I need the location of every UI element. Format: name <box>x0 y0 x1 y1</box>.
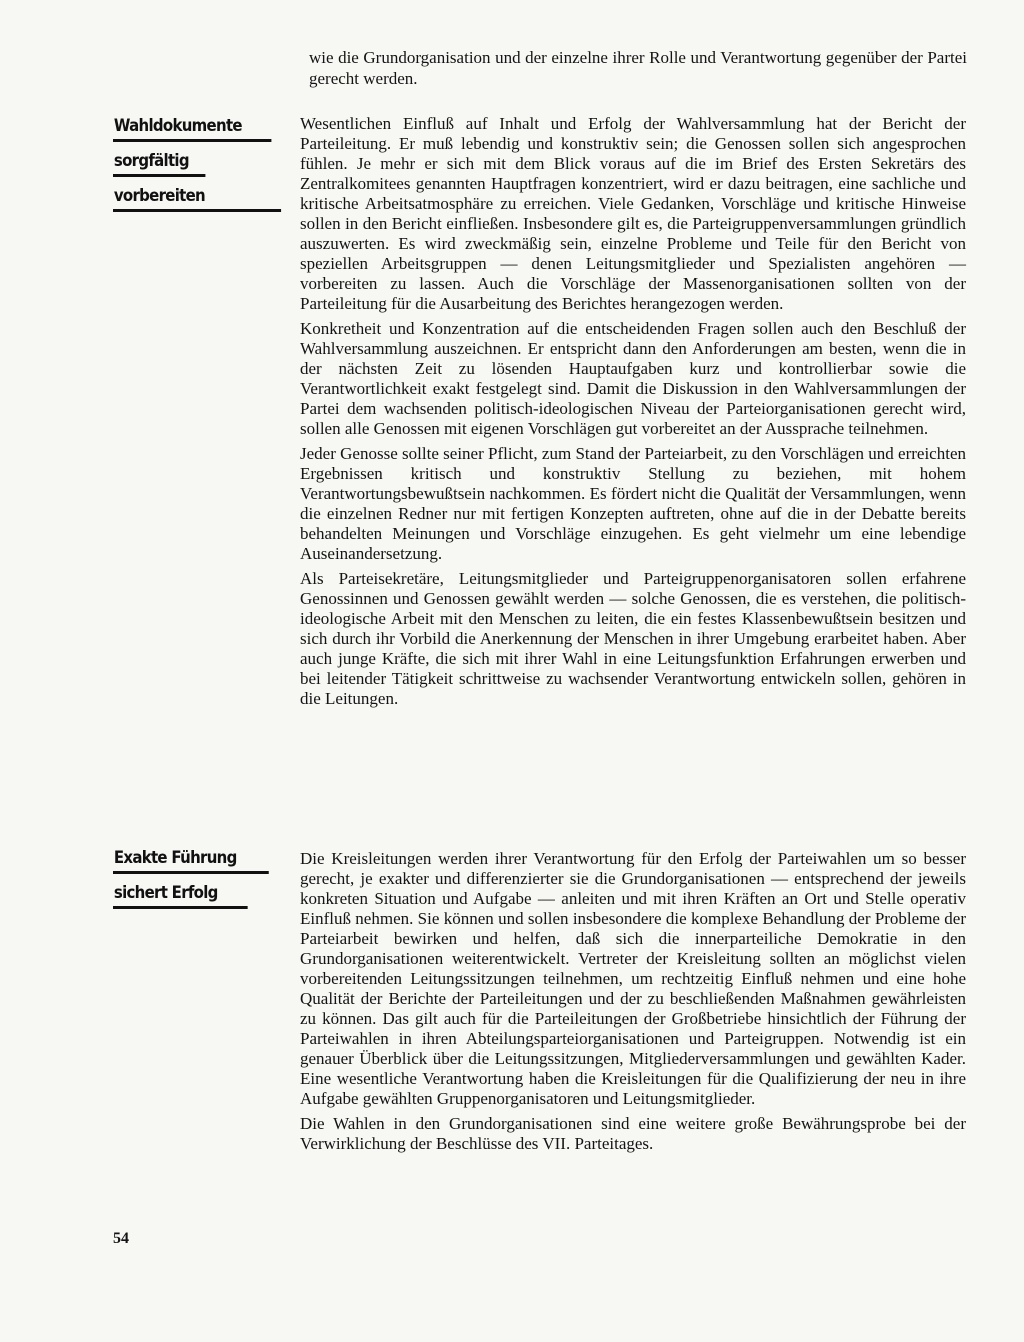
paragraph: Als Parteisekretäre, Leitungsmitglieder und Parteigruppenorganisatoren sollen erfahrene Genossinnen und Genossen gewählt werden — solche Genossen, die es verstehen, die politisch-ideologische Arbeit mit den Menschen zu leiten, die ein festes Klassenbewußtsein besitzen und sich durch ihr Vorbild die Anerkennung der Menschen in ihrer Umgebung erarbeitet haben. Aber auch junge Kräfte, die sich mit ihrer Wahl in eine Leitungsfunktion Erfahrungen erwerben und bei leitender Tätigkeit schrittweise zu wachsender Verantwortung entwickeln sollen, gehören in die Leitungen. <box>300 569 966 708</box>
heading-line: Wahldokumente <box>113 115 271 142</box>
section-heading-wahldokumente <box>113 115 281 220</box>
heading-line: vorbereiten <box>113 185 281 212</box>
paragraph: Die Kreisleitungen werden ihrer Verantwortung für den Erfolg der Parteiwahlen um so besser gerecht, je exakter und differenzierter sie die Grundorganisationen — entsprechend der jeweils konkreten Situation und Aufgabe — anleiten und mit ihren Kräften an Ort und Stelle operativ Einfluß nehmen. Sie können und sollen insbesondere die komplexe Behandlung der Probleme der Parteiarbeit bewirken und helfen, daß sich die innerparteiliche Demokratie in den Grundorganisationen weiterentwickelt. Vertreter der Kreisleitung sollten an möglichst vielen vorbereitenden Leitungssitzungen teilnehmen, um rechtzeitig Einfluß nehmen und eine hohe Qualität der Berichte der Parteileitungen und der zu beschließenden Maßnahmen gewährleisten zu können. Das gilt auch für die Parteileitungen der Großbetriebe hinsichtlich der Führung der Parteiwahlen in ihren Abteilungsparteiorganisationen und Parteigruppen. Notwendig ist ein genauer Überblick über die Leitungssitzungen, Mitgliederversammlungen und gewählten Kader. Eine wesentliche Verantwortung haben die Kreisleitungen für die Qualifizierung der neu in ihre Aufgabe gewählten Gruppenorganisatoren und Leitungsmitglieder. <box>300 849 966 1108</box>
intro-text: wie die Grundorganisation und der einzelne ihrer Rolle und Verantwortung gegenüber der Partei gerecht werden. <box>309 48 967 88</box>
section-body-exakte-fuehrung <box>300 849 966 1159</box>
paragraph: Jeder Genosse sollte seiner Pflicht, zum Stand der Parteiarbeit, zu den Vorschlägen und erreichten Ergebnissen kritisch und konstruktiv Stellung zu beziehen, mit hohem Verantwortungsbewußtsein nachkommen. Es fördert nicht die Qualität der Versammlungen, wenn die einzelnen Redner nur mit fertigen Konzepten auftreten, ohne auf die in der Debatte bereits behandelten Meinungen und Vorschläge einzugehen. Es geht vielmehr um eine lebendige Auseinandersetzung. <box>300 444 966 563</box>
page-number: 54 <box>113 1230 129 1247</box>
section-heading-exakte-fuehrung <box>113 847 269 917</box>
section-body-wahldokumente <box>300 114 966 714</box>
heading-line: Exakte Führung <box>113 847 269 874</box>
paragraph: Konkretheit und Konzentration auf die entscheidenden Fragen sollen auch den Beschluß der Wahlversammlung auszeichnen. Er entspricht dann den Anforderungen am besten, wenn die in der nächsten Zeit zu lösenden Hauptaufgaben kurz und kontrollierbar sowie die Verantwortlichkeit exakt festgelegt sind. Damit die Diskussion in den Wahlversammlungen der Partei dem wachsenden politisch-ideologischen Niveau der Parteiorganisationen gerecht wird, sollen alle Genossen mit eigenen Vorschlägen gut vorbereitet an der Aussprache teilnehmen. <box>300 319 966 438</box>
heading-line: sichert Erfolg <box>113 882 248 909</box>
paragraph: Die Wahlen in den Grundorganisationen sind eine weitere große Bewährungsprobe bei der Verwirklichung der Beschlüsse des VII. Parteitages. <box>300 1114 966 1153</box>
heading-line: sorgfältig <box>113 150 205 177</box>
paragraph: Wesentlichen Einfluß auf Inhalt und Erfolg der Wahlversammlung hat der Bericht der Parteileitung. Er muß lebendig und konstruktiv sein; die Genossen sollen sich angesprochen fühlen. Je mehr er sich mit dem Blick voraus auf die im Brief des Ersten Sekretärs des Zentralkomitees genannten Hauptfragen konzentriert, wird er dazu beitragen, eine sachliche und kritische Arbeitsatmosphäre zu erreichen. Viele Gedanken, Vorschläge und kritische Hinweise sollen in den Bericht einfließen. Insbesondere gilt es, die Parteigruppenversammlungen gründlich auszuwerten. Es wird zweckmäßig sein, einzelne Probleme und Teile für den Bericht von speziellen Arbeitsgruppen — denen Leitungsmitglieder und Spezialisten angehören — vorbereiten zu lassen. Auch die Vorschläge der Massenorganisationen sollten von der Parteileitung für die Ausarbeitung des Berichtes herangezogen werden. <box>300 114 966 313</box>
